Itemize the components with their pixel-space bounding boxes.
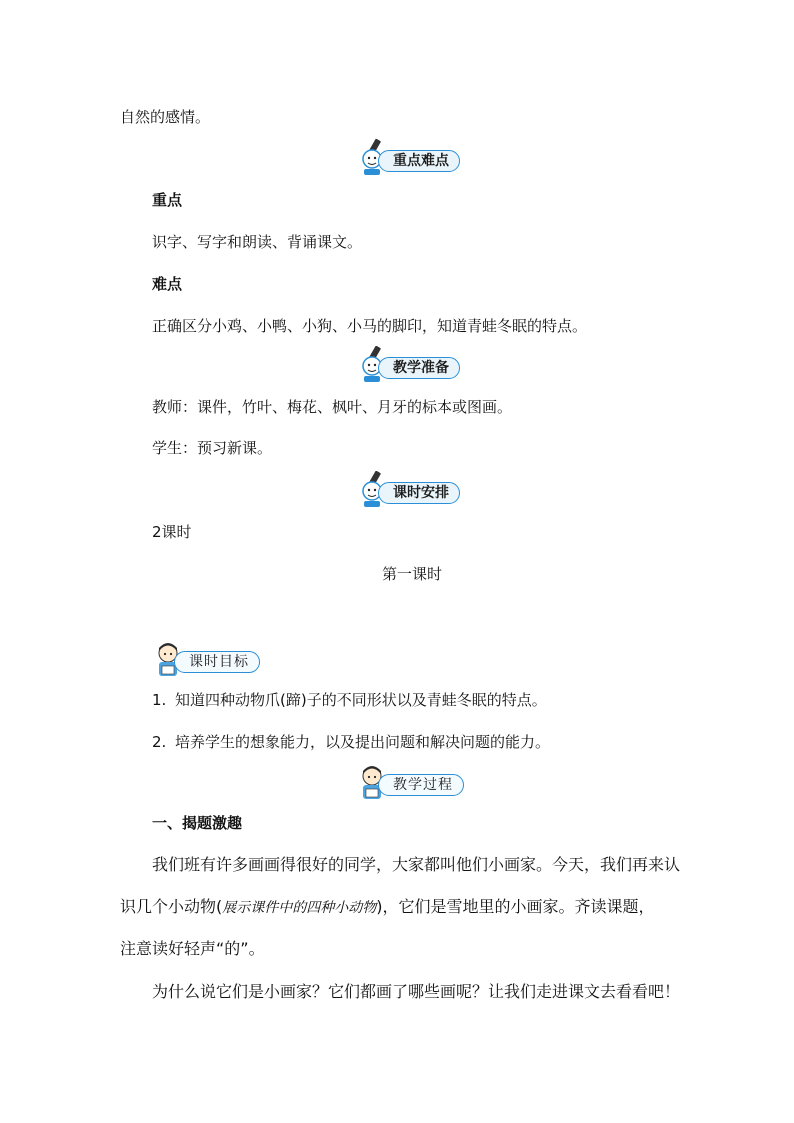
objective-text: 知道四种动物爪(蹄)子的不同形状以及青蛙冬眠的特点。: [175, 691, 547, 709]
teacher-prep-text: 教师：课件，竹叶、梅花、枫叶、月牙的标本或图画。: [152, 398, 513, 416]
paragraph1-line2: [120, 897, 655, 918]
student-prep-text: 学生：预习新课。: [152, 439, 273, 457]
paragraph1-line3: 注意读好轻声“的”。: [120, 939, 265, 958]
difficulty-text: 正确区分小鸡、小鸭、小狗、小马的脚印，知道青蛙冬眠的特点。: [152, 317, 588, 335]
paragraph1-line2-end: )，它们是雪地里的小画家。齐读课题，: [376, 897, 655, 916]
badge-label: 重点难点: [378, 150, 460, 172]
focus-text: 识字、写字和朗读、背诵课文。: [152, 233, 363, 251]
paragraph1-inline-note: 展示课件中的四种小动物: [222, 900, 377, 916]
badge-label: 教学过程: [378, 774, 464, 796]
objective-number: 1.: [152, 691, 167, 709]
paragraph1-line2-start: 识几个小动物(: [120, 897, 223, 916]
lesson-title: 第一课时: [382, 565, 443, 583]
objective-number: 2.: [152, 733, 167, 751]
focus-label: 重点: [152, 191, 183, 209]
objective-text: 培养学生的想象能力，以及提出问题和解决问题的能力。: [175, 733, 551, 751]
difficulty-label: 难点: [152, 275, 183, 293]
schedule-text: 2课时: [152, 523, 192, 541]
badge-label: 教学准备: [378, 357, 460, 379]
step1-title: 一、揭题激趣: [152, 814, 243, 832]
paragraph2: 为什么说它们是小画家？它们都画了哪些画呢？让我们走进课文去看看吧！: [152, 982, 681, 1001]
paragraph1-line1: 我们班有许多画画得很好的同学，大家都叫他们小画家。今天，我们再来认: [152, 855, 681, 874]
badge-label: 课时安排: [378, 482, 460, 504]
intro-tail-text: 自然的感情。: [120, 108, 211, 126]
badge-label: 课时目标: [174, 651, 260, 673]
